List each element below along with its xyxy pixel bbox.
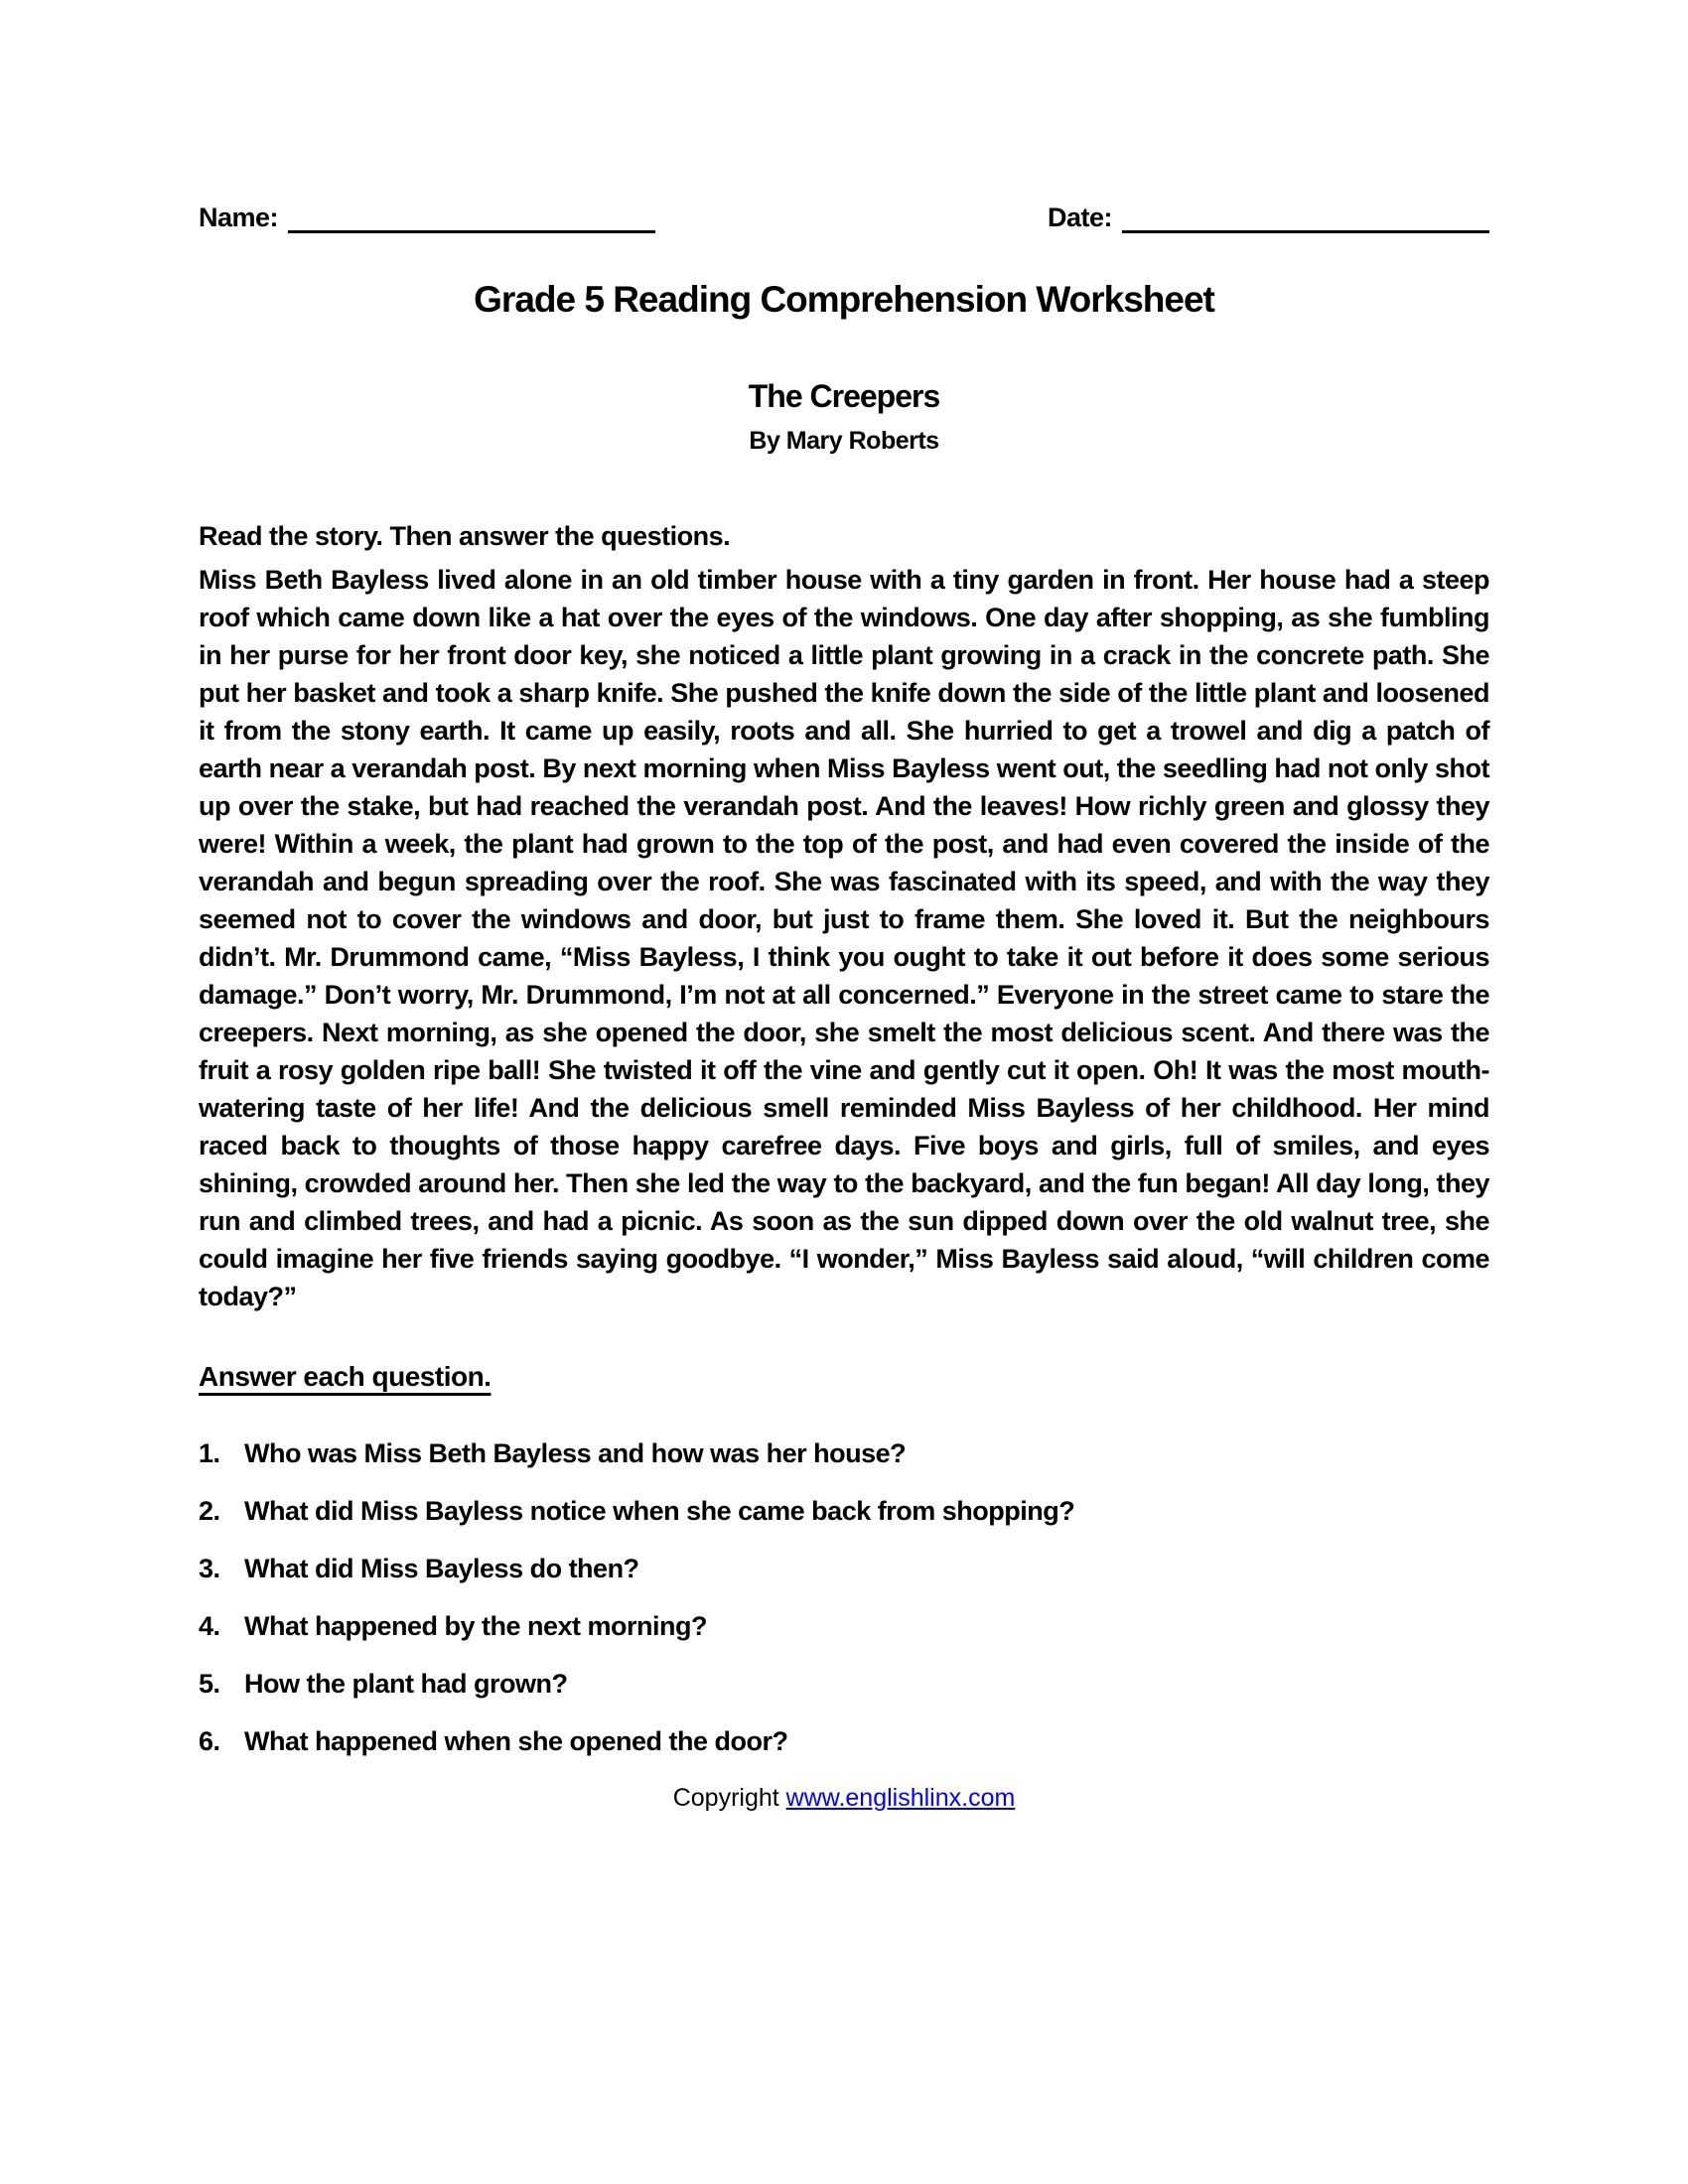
question-number: 6.: [199, 1726, 220, 1756]
question-number: 2.: [199, 1496, 220, 1526]
worksheet-title: Grade 5 Reading Comprehension Worksheet: [474, 279, 1214, 320]
date-field: [1048, 204, 1489, 233]
story-title: The Creepers: [748, 378, 940, 414]
header-row: [199, 204, 1489, 233]
question-item-1: [199, 1438, 1489, 1469]
question-item-6: [199, 1726, 1489, 1757]
name-blank-line: [288, 204, 655, 233]
date-blank-line: [1122, 204, 1489, 233]
story-body: Miss Beth Bayless lived alone in an old timber house with a tiny garden in front. Her house had a steep roof which came down like a hat over the eyes of the windows. One day after shopping, as she fumbling in her purse for her front door key, she noticed a little plant growing in a crack in the concrete path. She put her basket and took a sharp knife. She pushed the knife down the side of the little plant and loosened it from the stony earth. It came up easily, roots and all. She hurried to get a trowel and dig a patch of earth near a verandah post. By next morning when Miss Bayless went out, the seedling had not only shot up over the stake, but had reached the verandah post. And the leaves! How richly green and glossy they were! Within a week, the plant had grown to the top of the post, and had even covered the inside of the verandah and begun spreading over the roof. She was fascinated with its speed, and with the way they seemed not to cover the windows and door, but just to frame them. She loved it. But the neighbours didn’t. Mr. Drummond came, “Miss Bayless, I think you ought to take it out before it does some serious damage.” Don’t worry, Mr. Drummond, I’m not at all concerned.” Everyone in the street came to stare the creepers. Next morning, as she opened the door, she smelt the most delicious scent. And there was the fruit a rosy golden ripe ball! She twisted it off the vine and gently cut it open. Oh! It was the most mouth-watering taste of her life! And the delicious smell reminded Miss Bayless of her childhood. Her mind raced back to thoughts of those happy carefree days. Five boys and girls, full of smiles, and eyes shining, crowded around her. Then she led the way to the backyard, and the fun began! All day long, they run and climbed trees, and had a picnic. As soon as the sun dipped down over the old walnut tree, she could imagine her five friends saying goodbye. “I wonder,” Miss Bayless said aloud, “will children come today?”: [199, 565, 1489, 1311]
question-text: What did Miss Bayless do then?: [244, 1554, 639, 1583]
copyright-text: Copyright: [672, 1784, 786, 1812]
story-byline: By Mary Roberts: [749, 427, 939, 455]
question-text: Who was Miss Beth Bayless and how was her house?: [244, 1438, 907, 1468]
question-number: 1.: [199, 1438, 220, 1468]
question-text: What happened by the next morning?: [244, 1611, 708, 1641]
question-item-3: [199, 1554, 1489, 1584]
footer: [199, 1784, 1489, 1813]
story-instruction: Read the story. Then answer the questions.: [199, 521, 731, 551]
question-text: How the plant had grown?: [244, 1669, 568, 1699]
question-number: 4.: [199, 1611, 220, 1641]
question-number: 3.: [199, 1554, 220, 1583]
name-label: Name:: [199, 203, 279, 233]
questions-list: [199, 1438, 1489, 1757]
question-number: 5.: [199, 1669, 220, 1699]
question-item-5: [199, 1669, 1489, 1700]
date-label: Date:: [1047, 203, 1112, 233]
name-field: [199, 204, 655, 233]
question-item-4: [199, 1611, 1489, 1642]
answer-section-heading: Answer each question.: [199, 1361, 492, 1392]
question-item-2: [199, 1496, 1489, 1527]
question-text: What happened when she opened the door?: [244, 1726, 788, 1756]
copyright-link[interactable]: www.englishlinx.com: [785, 1784, 1016, 1812]
question-text: What did Miss Bayless notice when she came back from shopping?: [244, 1496, 1075, 1526]
